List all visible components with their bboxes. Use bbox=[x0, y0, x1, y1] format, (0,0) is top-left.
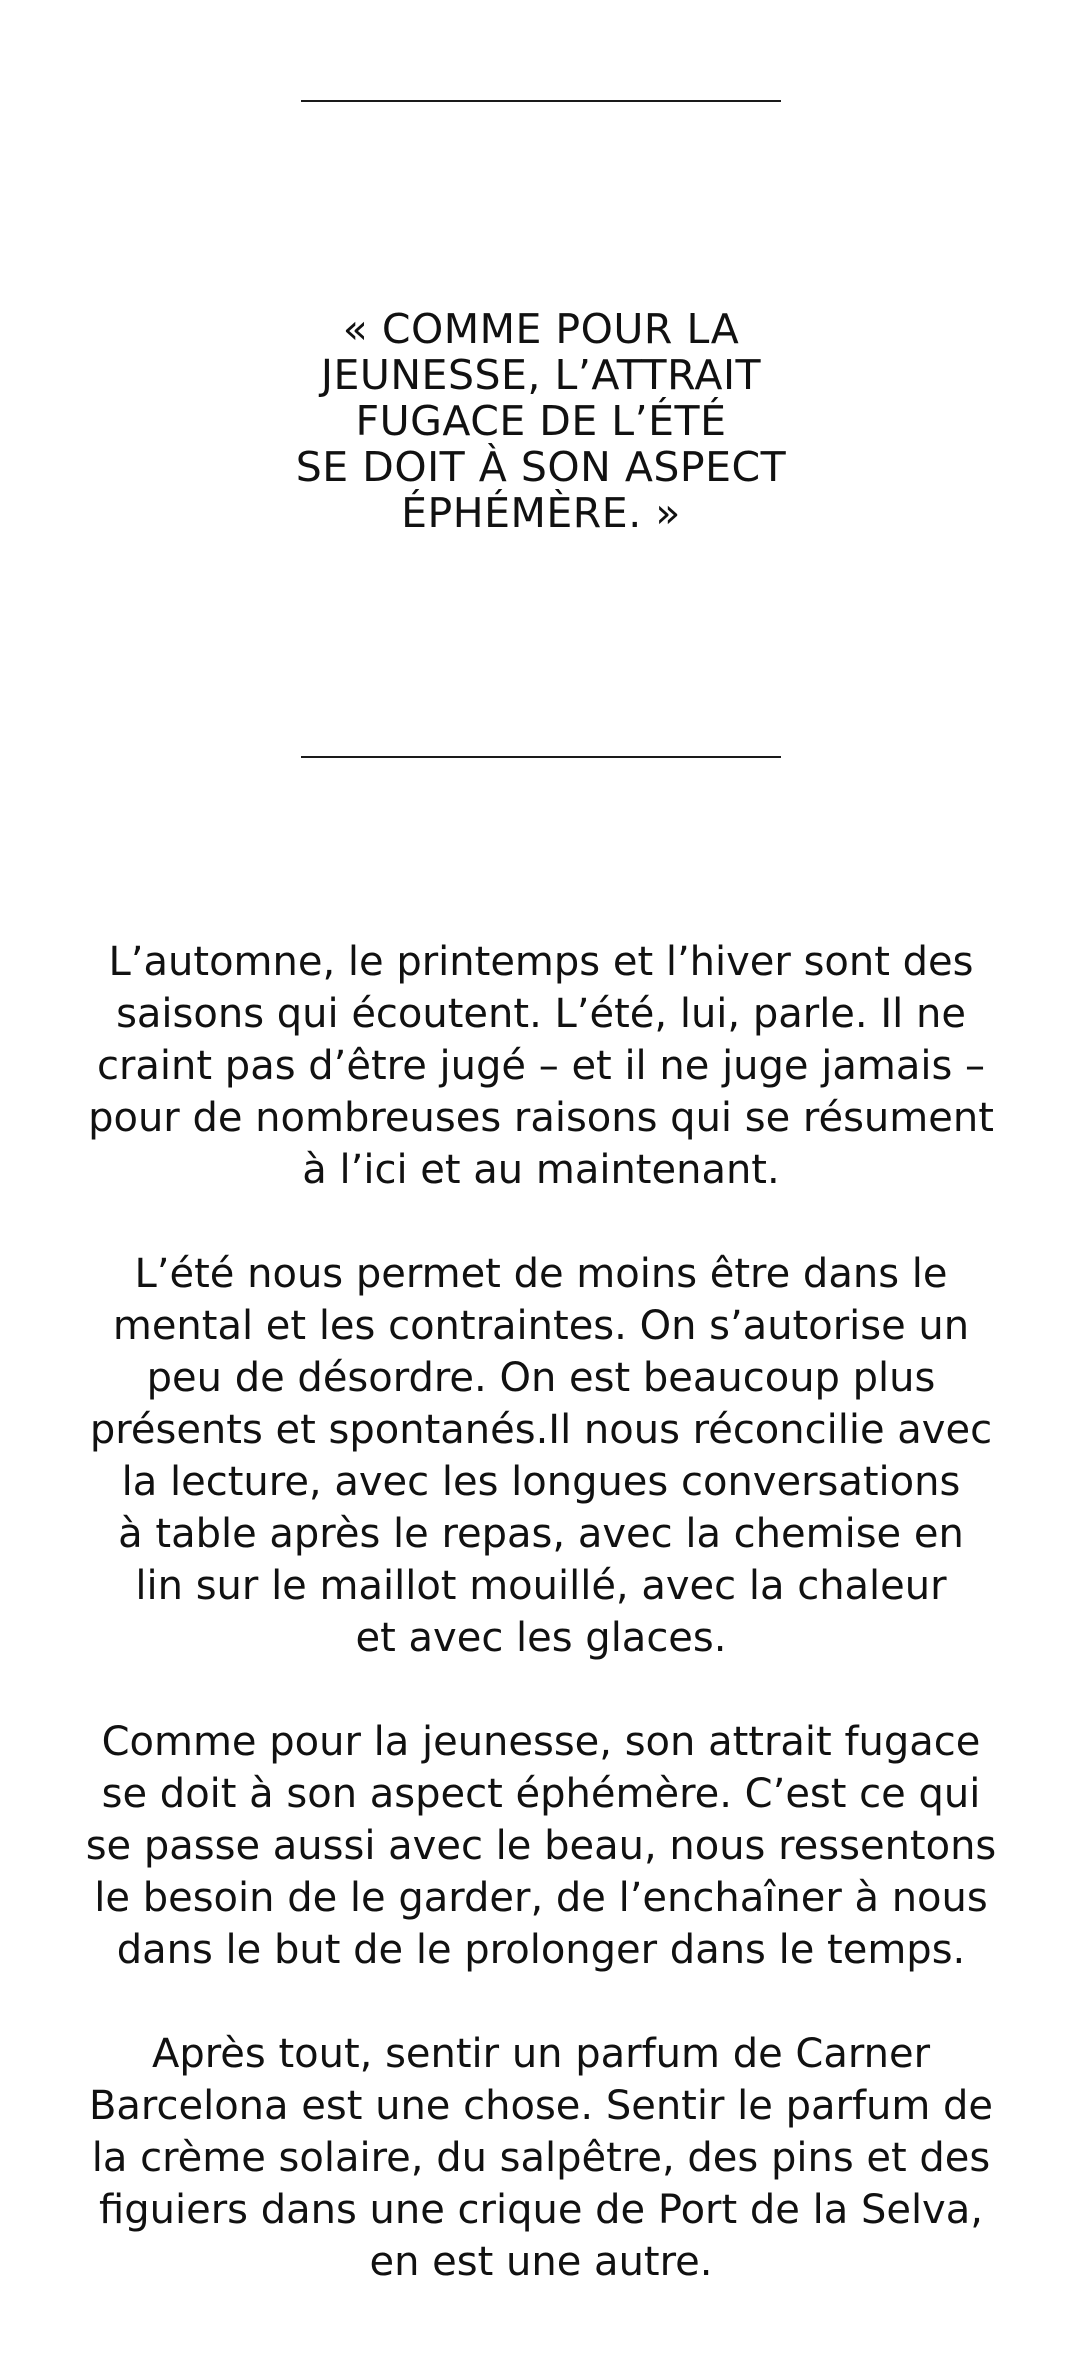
text-line: craint pas d’être jugé – et il ne juge jamais – bbox=[96, 1043, 986, 1089]
top-divider bbox=[301, 100, 781, 102]
text-line: mental et les contraintes. On s’autorise un bbox=[112, 1303, 970, 1349]
text-line: se passe aussi avec le beau, nous ressentons bbox=[85, 1823, 997, 1869]
text-line: la crème solaire, du salpêtre, des pins et des bbox=[91, 2135, 991, 2181]
paragraph-seasons bbox=[30, 936, 1052, 1196]
text-line: figuiers dans une crique de Port de la Selva, bbox=[99, 2187, 983, 2233]
text-line: L’automne, le printemps et l’hiver sont des bbox=[108, 939, 974, 985]
bottom-divider bbox=[301, 756, 781, 758]
text-line: L’été nous permet de moins être dans le bbox=[134, 1251, 948, 1297]
paragraph-carner-barcelona bbox=[30, 2028, 1052, 2288]
text-line: le besoin de le garder, de l’enchaîner à nous bbox=[94, 1875, 988, 1921]
text-line: en est une autre. bbox=[369, 2239, 713, 2285]
pull-quote-line: FUGACE DE L’ÉTÉ bbox=[355, 397, 727, 445]
text-line: Comme pour la jeunesse, son attrait fugace bbox=[101, 1719, 981, 1765]
paragraph-summer-freedom bbox=[30, 1248, 1052, 1664]
text-line: Après tout, sentir un parfum de Carner bbox=[151, 2031, 931, 2077]
pull-quote-line: « COMME POUR LA bbox=[342, 305, 740, 353]
text-line: et avec les glaces. bbox=[355, 1615, 727, 1661]
text-line: à table après le repas, avec la chemise en bbox=[118, 1511, 964, 1557]
text-line: saisons qui écoutent. L’été, lui, parle. Il ne bbox=[116, 991, 966, 1037]
text-line: dans le but de le prolonger dans le temps. bbox=[116, 1927, 966, 1973]
pull-quote bbox=[150, 306, 932, 536]
paragraph-ephemeral bbox=[30, 1716, 1052, 1976]
text-line: se doit à son aspect éphémère. C’est ce qui bbox=[101, 1771, 981, 1817]
pull-quote-line: JEUNESSE, L’ATTRAIT bbox=[320, 351, 762, 399]
text-line: peu de désordre. On est beaucoup plus bbox=[146, 1355, 936, 1401]
text-line: pour de nombreuses raisons qui se résument bbox=[88, 1095, 994, 1141]
pull-quote-line: ÉPHÉMÈRE. » bbox=[401, 489, 681, 537]
text-line: présents et spontanés.Il nous réconcilie avec bbox=[89, 1407, 993, 1453]
text-line: lin sur le maillot mouillé, avec la chaleur bbox=[135, 1563, 947, 1609]
text-line: à l’ici et au maintenant. bbox=[302, 1147, 780, 1193]
text-line: Barcelona est une chose. Sentir le parfum de bbox=[88, 2083, 994, 2129]
text-line: la lecture, avec les longues conversations bbox=[121, 1459, 961, 1505]
pull-quote-line: SE DOIT À SON ASPECT bbox=[295, 443, 787, 491]
article-body bbox=[30, 936, 1052, 2340]
